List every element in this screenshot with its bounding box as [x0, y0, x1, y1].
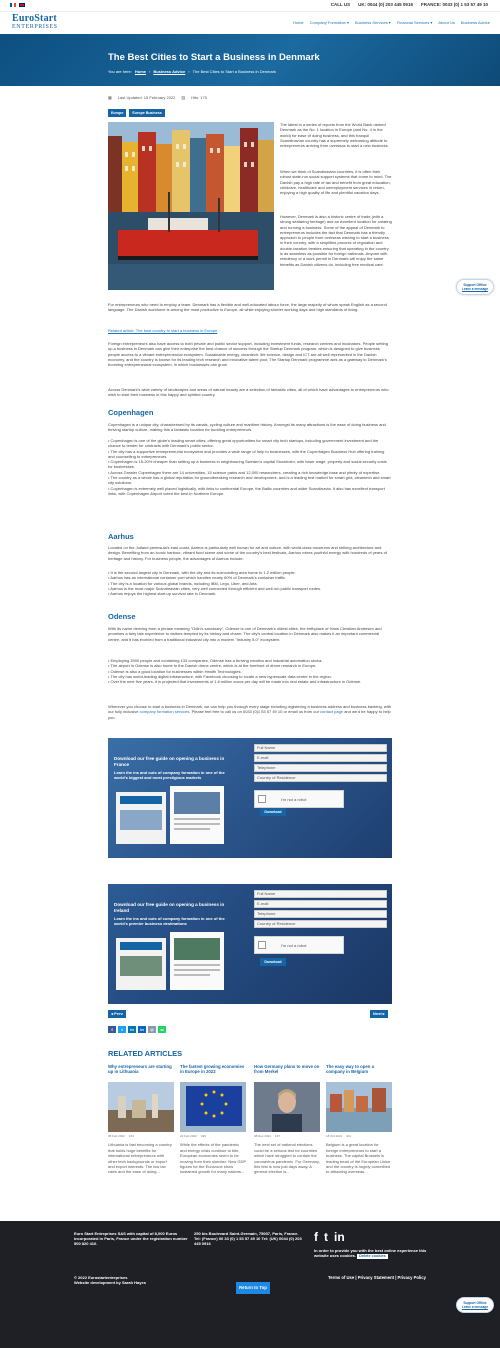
eu-flag-image [180, 1082, 246, 1132]
tag-europe-business[interactable]: Europe Business [129, 109, 164, 117]
list-item: • Over the next five years, it is projected that investments of 1.6 million euros per day will be made into real estate and infrastructure in Odense. [108, 679, 362, 685]
download-button[interactable]: Download [260, 958, 286, 966]
breadcrumb-home[interactable]: Home [134, 69, 146, 74]
french-flag-icon[interactable] [10, 3, 16, 7]
site-header [0, 12, 500, 34]
aarhus-intro: Located on the Jutland peninsula's east coast, Aarhus is particularly well known for art and culture, with world-class museums and striking architecture and design. Benefiting from an iconic harbour, vibrant food scene and some of the country's best festivals, Aarhus mixes youthful energy with hundreds of years of heritage and history. For business people, the advantages of Aarhus include: [108, 545, 387, 561]
full-name-field[interactable]: Full Name [254, 744, 387, 752]
related-article-meta [108, 1134, 174, 1138]
breadcrumb [108, 69, 276, 75]
bruges-image [326, 1082, 392, 1132]
odense-closing [108, 704, 392, 720]
twitter-share-icon[interactable]: t [118, 1026, 126, 1033]
related-article-title[interactable]: Why entrepreneurs are starting up in Lithuania [108, 1064, 172, 1075]
article-tags [108, 109, 392, 117]
guide-download-form-france [108, 738, 392, 858]
page-hero [0, 34, 500, 86]
main-nav [293, 20, 490, 26]
uk-phone[interactable]: UK: 0044 (0) 203 445 0916 [358, 2, 413, 7]
intro-paragraph-4: For entrepreneurs who need to employ a team, Denmark has a flexible and well-educated labour force, the large majority of whom speak English as a second language. The Danish workforce is among the most productive in Europe, all while enjoying shorter working days and high standards of living. [108, 302, 387, 313]
closing-text-c: and we'd be happy to help you. [108, 709, 391, 720]
related-article-meta [326, 1134, 392, 1138]
form-title: Download our free guide on opening a business in France [114, 756, 225, 767]
footer-copyright [74, 1275, 146, 1285]
nav-financial-services[interactable]: Financial Services ▾ [396, 20, 433, 25]
nav-company-formation[interactable]: Company Formation ▾ [309, 20, 350, 25]
related-articles-heading: RELATED ARTICLES [108, 1049, 183, 1058]
related-article-date: 08 Feb 2022 [108, 1134, 125, 1138]
copenhagen-intro: Copenhagen is a unique city, characterised by its canals, cycling culture and maritime history. Amongst its many attractions is the ease of doing business and thriving startup culture, making this a fantastic location for budding entrepreneurs. [108, 422, 386, 433]
list-item: • Copenhagen is one of the globe's leading smart cities, offering great opportunities for smart city tech startups, including government investment and the chance to tender for contracts with Denmark's public sector. [108, 438, 379, 449]
brochure-image [116, 786, 226, 846]
twitter-icon[interactable]: t [324, 1230, 328, 1244]
list-item: • The city has a supportive entrepreneurial ecosystem and provides a wide range of help to businesses, with the Copenhagen Business Hub offering training and counselling to entrepreneurs. [108, 448, 385, 459]
aarhus-heading: Aarhus [108, 532, 134, 541]
list-item: • Copenhagen is 15-20% cheaper than setting up a business in neighbouring Sweden's capital Stockholm, with lower wage, property and social security costs for businesses. [108, 459, 387, 470]
page-title: The Best Cities to Start a Business in Denmark [108, 52, 320, 63]
facebook-share-icon[interactable]: f [108, 1026, 116, 1033]
related-article-date: 08 Dec 2021 [254, 1134, 272, 1138]
list-item: • Odense is also a good location for businesses within Health Technologies. [108, 668, 242, 674]
breadcrumb-business-advice[interactable]: Business Advice [153, 69, 186, 74]
footer-social [314, 1229, 345, 1246]
uk-flag-icon[interactable] [19, 3, 25, 7]
email-share-icon[interactable]: @ [148, 1026, 156, 1033]
country-of-residence-field[interactable]: Country of Residence [254, 774, 387, 782]
related-article-card[interactable] [326, 1064, 392, 1175]
form-subtitle: Learn the ins and outs of company formation in one of the world's premier business destinations [114, 916, 225, 926]
guide-download-form-ireland [108, 884, 392, 1004]
language-flags [10, 3, 25, 7]
article-meta [108, 95, 392, 101]
related-article-card[interactable] [108, 1064, 174, 1175]
logo-line-1: EuroStart [12, 13, 57, 24]
list-item: • The country as a whole has a global reputation for groundbreaking research and development, and is a leading test market for smart grid, cleantech and smart city solutions. [108, 475, 391, 486]
related-article-title[interactable]: The easy way to open a company in Belgium [326, 1064, 374, 1075]
list-item: • It is the second-largest city in Denmark, with the city and its surrounding area home to 1.2 million people. [108, 570, 296, 575]
list-item: • Across Greater Copenhagen there are 14 universities, 15 science parks and 12,000 researchers, creating a rich knowledge base and plenty of expertise. [108, 469, 381, 475]
closing-text-a: Wherever you choose to start a business in Denmark, we can help you through every stage including registering a business address and business banking, with our fully inclusive [108, 704, 392, 715]
breadcrumb-separator-icon: › [188, 69, 190, 74]
copyright-text: © 2022 Eurostartentreprises [74, 1275, 128, 1280]
telephone-field[interactable]: Telephone [254, 764, 387, 772]
developer-credit: Website development by Sarah Hayes [74, 1280, 146, 1285]
contact-info [331, 2, 488, 9]
related-article-hits: 196 [200, 1134, 206, 1138]
copenhagen-heading: Copenhagen [108, 408, 154, 417]
call-us-label: CALL US [330, 2, 351, 7]
next-button[interactable]: Next ▸ [370, 1010, 388, 1018]
aarhus-bullets [108, 570, 392, 596]
related-article-card[interactable] [254, 1064, 320, 1175]
captcha-label: I'm not a robot [281, 797, 307, 802]
support-status: Support Offline [463, 283, 487, 287]
related-article-date: 18 Oct 2021 [326, 1134, 343, 1138]
download-button[interactable]: Download [260, 808, 286, 816]
footer-legal-links[interactable]: Terms of Use | Privacy Statement | Privacy Policy [328, 1275, 426, 1280]
intro-paragraph-3: However, Denmark is also a historic centre of trade (with a strong seafaring heritage) and an excellent location for creating and running a business. Some of the appeal of Denmark to entrepreneurs includes the fact that Denmark has a friendly approach to people from overseas wishing to start a business in their country, with a simplified process of regulation and double-taxation treaties ensuring that operating in the country is as seamless as possible for foreign nationals. Anyone with residency or a work permit in Denmark will enjoy the same benefits as Danish citizens do, including free medical care. [280, 214, 392, 267]
breadcrumb-separator-icon: › [149, 69, 151, 74]
odense-intro: With its name deriving from a phrase meaning "Odin's sanctuary", Odense is one of Denmark's oldest cities, the birthplace of Hans Christian Andersen and promises a fairy tale experience to visitors tempted by its history and charm. The city's central location in Denmark also makes it an important commercial centre, and it has evolved from a traditional industrial city into a modern "Industry 5.0" ecosystem. [108, 626, 382, 642]
captcha-label: I'm not a robot [281, 943, 307, 948]
nav-business-advice[interactable]: Business Advice [460, 20, 490, 25]
telephone-field[interactable]: Telephone [254, 910, 387, 918]
breadcrumb-prefix: You are here: [108, 69, 132, 74]
tag-europe[interactable]: Europe [108, 109, 126, 117]
intro-paragraph-1: The latest in a series of reports from the World Bank ranked Denmark as the No. 1 location in Europe (and No. 4 in the world) for ease of doing business, and this tranquil Scandinavian country has a supremely welcoming attitude to entrepreneurs arriving from overseas to start a new business. [280, 122, 389, 149]
site-logo[interactable] [12, 14, 58, 30]
related-article-title[interactable]: The fastest growing economies in Europe in 2022 [180, 1064, 245, 1075]
support-message-link: Leave a message [461, 1305, 489, 1310]
breadcrumb-current: The Best Cities to Start a Business in Denmark [192, 69, 276, 74]
footer-company-info: Euro Start Entreprises SAS with capital of 8,000 Euros incorporated in Paris, France under the registration number 500 820 410. [74, 1231, 188, 1246]
related-article-link[interactable]: Related article: The best country to start a business in Europe [108, 328, 218, 333]
intro-paragraph-6: Across Denmark's wide variety of landscapes and areas of natural beauty are a selection of fantastic cities, all of which have advantages to entrepreneurs who wish to start their business in this happy and spirited country. [108, 387, 389, 398]
france-phone[interactable]: FRANCE: 0033 (0) 1 53 57 49 10 [420, 2, 488, 7]
related-article-title[interactable]: How Germany plans to move on from Merkel [254, 1064, 320, 1075]
footer-address: 250 bis Boulevard Saint-Germain, 75007, Paris, France. Tel: (France) 00 33 (0) 1 53 57 49 10 Tel: (UK) 0044 (0) 203 445 0916 [194, 1231, 302, 1246]
list-item: • The city is a location for various global brands, including IBM, Lego, Uber, and Arla. [108, 580, 258, 586]
brochure-image [116, 932, 226, 992]
recaptcha-widget [254, 790, 344, 808]
list-item: • Aarhus has an international container port which handles nearly 60% of Denmark's container traffic. [108, 575, 287, 581]
list-item: • Aarhus is the most major Scandinavian cities, very well connected through efficient and well run public transport routes. [108, 585, 322, 591]
logo-line-2: ENTERPRISES [12, 24, 58, 30]
support-chat-widget[interactable] [456, 279, 494, 295]
captcha-checkbox[interactable] [258, 795, 266, 803]
top-bar [0, 0, 500, 12]
hits-count: Hits: 175 [191, 95, 207, 100]
closing-text-b: . Please feel free to call us on 0033 (0)1 53 57 49 10 or email us from our [189, 709, 320, 715]
cookie-notice [314, 1248, 434, 1259]
merkel-image [254, 1082, 320, 1132]
related-article-meta [180, 1134, 246, 1138]
list-item: • The airport in Odense is also home to the Danish drone centre, which is at the forefront of drone research in Europe. [108, 663, 317, 669]
nav-home[interactable]: Home [292, 20, 304, 25]
related-article-meta [254, 1134, 320, 1138]
related-article-date: 24 Feb 2022 [180, 1134, 197, 1138]
list-item: • Copenhagen is extremely well placed logistically, with links to continental Europe, the Baltic countries and wider Scandinavia. It also has excellent transport links, with Copenhagen Airport voted the best in Northern Europe. [108, 485, 385, 496]
nav-about-us[interactable]: About Us [438, 20, 455, 25]
related-article-hits: 137 [275, 1134, 281, 1138]
form-title: Download our free guide on opening a business in Ireland [114, 902, 225, 913]
copenhagen-harbour-image [108, 122, 274, 290]
calendar-icon: ▦ [108, 95, 112, 100]
related-article-hits: 211 [346, 1134, 352, 1138]
contact-page-link[interactable]: contact page [320, 709, 344, 715]
nav-business-services[interactable]: Business Services ▾ [355, 20, 391, 25]
linkedin-share-icon[interactable]: in [128, 1026, 136, 1033]
form-subtitle: Learn the ins and outs of company formation in one of the world's biggest and most prestigious markets [114, 770, 225, 780]
linkedin-icon[interactable]: in [334, 1230, 345, 1244]
country-of-residence-field[interactable]: Country of Residence [254, 920, 387, 928]
delete-cookies-button[interactable]: Delete cookies [359, 1254, 386, 1258]
odense-bullets [108, 658, 392, 684]
related-article-excerpt: While the effects of the pandemic and energy crisis continue to bite, European economies seem to be moving from their slumber. New GDP figures for the Eurozone show sustained growth for many nations... [180, 1142, 246, 1175]
return-to-top-button[interactable]: Return to Top [236, 1282, 270, 1294]
cookie-notice-text: In order to provide you with the best online experience this website uses cookies. [314, 1248, 427, 1258]
support-message-link: Leave a message [461, 287, 489, 292]
facebook-icon[interactable]: f [314, 1230, 318, 1244]
list-item: • Aarhus enjoys the highest start-up survival rate in Denmark. [108, 591, 217, 597]
share-bar [108, 1026, 166, 1033]
support-chat-widget-footer[interactable] [456, 1297, 494, 1313]
email-field[interactable]: E-mail [254, 754, 387, 762]
list-item: • The city has world-leading digital infrastructure, with Facebook choosing to locate a new hyperscale data centre in the region. [108, 673, 332, 679]
last-updated: Last Updated: 15 February 2022 [117, 95, 176, 100]
related-article-excerpt: Belgium is a great location for foreign entrepreneurs to start a business. The capital Brussels is leading heart of the European Union and the country is hugely committed to attracting overseas... [326, 1142, 391, 1175]
related-article-hits: 163 [128, 1134, 134, 1138]
intro-paragraph-5: Foreign entrepreneurs also have access to both private and public sector support, including investment funds, research centres and incubators. People setting up a business in Denmark can give their enterprise the best chance of success through the Startup Denmark program, which is designed to give business people access to a vibrant entrepreneurial ecosystem. Sustainable energy, cleantech, life science, design and ICT are all well represented in the Danish economy, and the country is known for its leading tech research and innovative talent pool. The Startup Denmark programme acts as a gateway to Denmark's booming entrepreneurial ecosystem, in which businesses can grow. [108, 341, 388, 368]
prev-button[interactable]: ◂ Prev [108, 1010, 126, 1018]
linkedin-share-icon-2[interactable]: in [138, 1026, 146, 1033]
vilnius-image [108, 1082, 174, 1132]
related-article-excerpt: Lithuania is fast becoming a country that holds huge benefits for international entrepreneurs with other tech backgrounds or import and export interests. The low tax rates and the ease of doing... [108, 1142, 172, 1175]
intro-paragraph-2: When we think of Scandinavian countries, it is often their robust state-run social support systems that come to mind. The Danish pay a high rate of tax and benefit from great education, childcare, healthcare and unemployment services in return, enjoying a high quality of life and plentiful vacation days. [280, 169, 392, 196]
support-status: Support Offline [463, 1301, 487, 1305]
email-field[interactable]: E-mail [254, 900, 387, 908]
related-article-excerpt: The next set of national elections could be a serious test for countries which have struggled to contain the coronavirus pandemic. For Germany, this test is now just days away. A general election is... [254, 1142, 320, 1175]
hits-icon: ▥ [181, 95, 186, 100]
list-item: • Employing 3900 people and containing 133 companies, Odense has a thriving robotics and industrial automation sector. [108, 658, 323, 663]
related-article-card[interactable] [180, 1064, 246, 1175]
full-name-field[interactable]: Full Name [254, 890, 387, 898]
whatsapp-share-icon[interactable]: w [158, 1026, 166, 1033]
captcha-checkbox[interactable] [258, 941, 266, 949]
recaptcha-widget [254, 936, 344, 954]
company-formation-link[interactable]: company formation services [139, 709, 190, 715]
copenhagen-bullets [108, 438, 392, 496]
odense-heading: Odense [108, 612, 136, 621]
